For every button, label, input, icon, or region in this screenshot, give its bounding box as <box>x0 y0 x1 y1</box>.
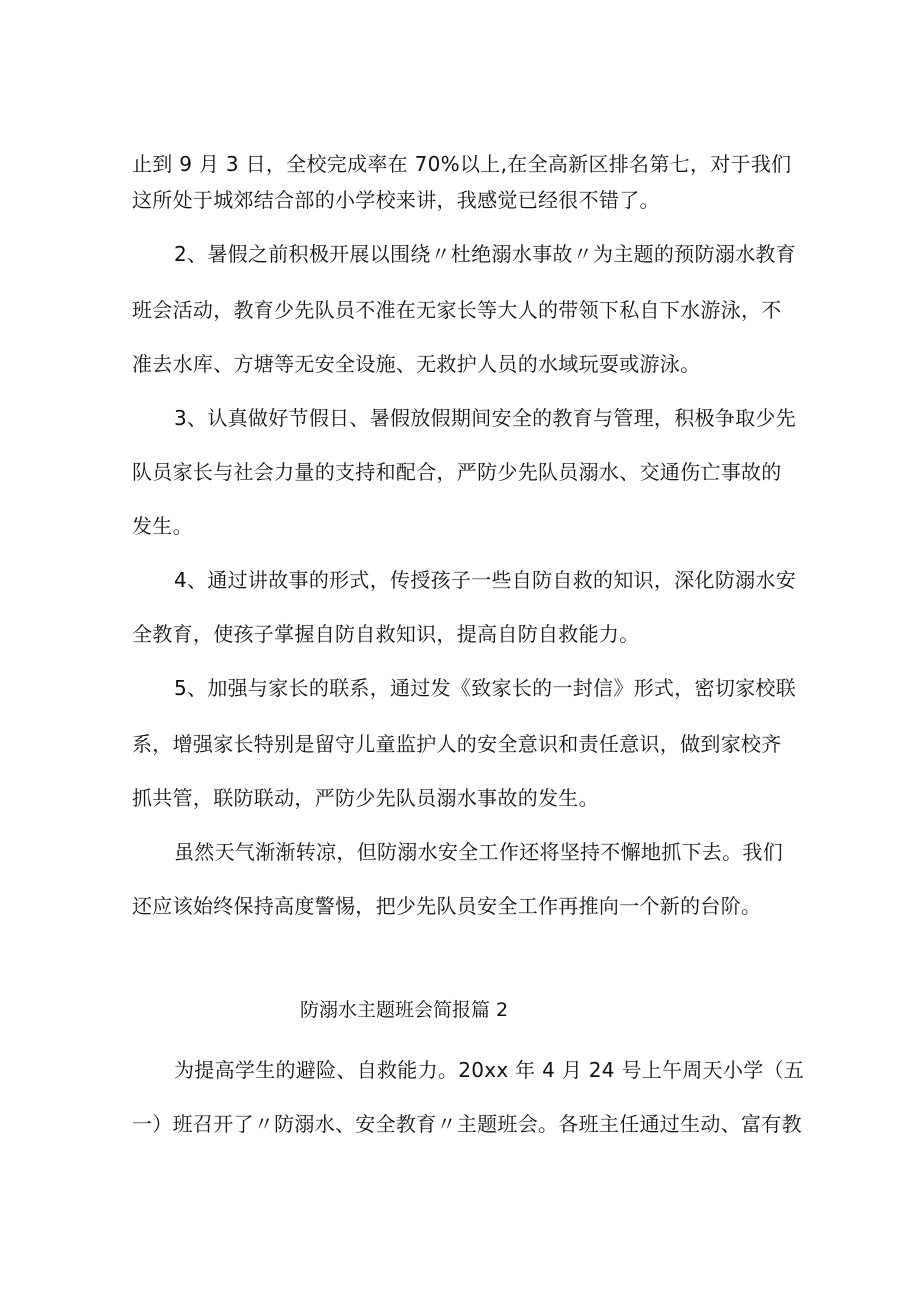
text-line: 3、认真做好节假日、暑假放假期间安全的教育与管理，积极争取少先 <box>174 406 797 430</box>
text-line: 2、暑假之前积极开展以围绕〃杜绝溺水事故〃为主题的预防溺水教育 <box>174 242 797 266</box>
text-line: 系，增强家长特别是留守儿童监护人的安全意识和责任意识，做到家校齐 <box>132 732 782 756</box>
text-line: 这所处于城郊结合部的小学校来讲，我感觉已经很不错了。 <box>132 188 660 212</box>
text-line: 发生。 <box>132 514 193 538</box>
text-line: 5、加强与家长的联系，通过发《致家长的一封信》形式，密切家校联 <box>174 676 797 700</box>
text-line: 班会活动，教育少先队员不准在无家长等大人的带领下私自下水游泳，不 <box>132 298 782 322</box>
text-line: 队员家长与社会力量的支持和配合，严防少先队员溺水、交通伤亡事故的 <box>132 460 782 484</box>
text-line: 为提高学生的避险、自救能力。20xx 年 4 月 24 号上午周天小学（五 <box>174 1058 805 1082</box>
text-line: 虽然天气渐渐转凉，但防溺水安全工作还将坚持不懈地抓下去。我们 <box>174 840 783 864</box>
text-line: 全教育，使孩子掌握自防自救知识，提高自防自救能力。 <box>132 622 640 646</box>
text-line: 准去水库、方塘等无安全设施、无救护人员的水域玩耍或游泳。 <box>132 352 701 376</box>
text-line: 止到 9 月 3 日，全校完成率在 70%以上,在全高新区排名第七，对于我们 <box>132 152 792 176</box>
text-line: 一）班召开了〃防溺水、安全教育〃主题班会。各班主任通过生动、富有教 <box>132 1112 802 1136</box>
text-line: 4、通过讲故事的形式，传授孩子一些自防自救的知识，深化防溺水安 <box>174 568 797 592</box>
text-line: 还应该始终保持高度警惕，把少先队员安全工作再推向一个新的台阶。 <box>132 894 762 918</box>
text-line: 抓共管，联防联动，严防少先队员溺水事故的发生。 <box>132 786 599 810</box>
section-heading: 防溺水主题班会简报篇 2 <box>300 999 509 1021</box>
